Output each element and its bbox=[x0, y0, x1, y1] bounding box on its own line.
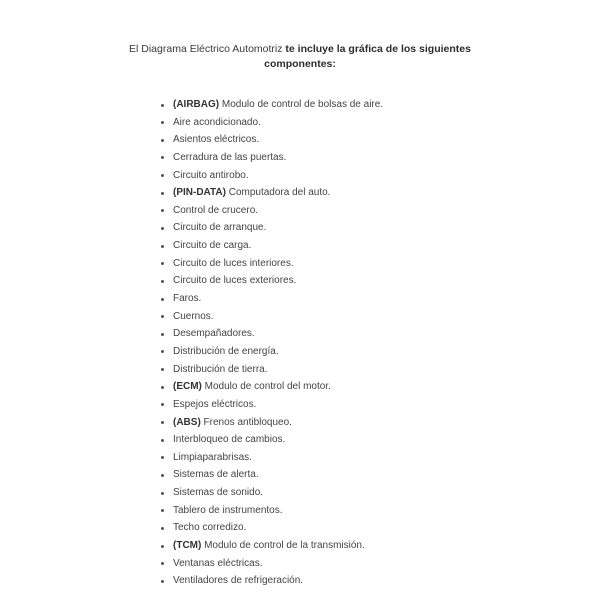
component-label: Ventiladores de refrigeración. bbox=[173, 575, 304, 587]
component-label: Circuito de luces exteriores. bbox=[173, 275, 297, 287]
list-item bbox=[158, 131, 383, 149]
bullet-icon bbox=[161, 139, 164, 142]
component-label: Desempañadores. bbox=[173, 328, 255, 340]
list-item bbox=[158, 114, 383, 132]
bullet-icon bbox=[161, 545, 164, 548]
list-item bbox=[158, 272, 383, 290]
component-label: Cerradura de las puertas. bbox=[173, 151, 287, 163]
component-code: (PIN-DATA) bbox=[173, 187, 226, 199]
component-code: (AIRBAG) bbox=[173, 99, 220, 110]
list-item bbox=[158, 219, 383, 237]
component-label: Sistemas de alerta. bbox=[173, 469, 259, 481]
list-item bbox=[158, 167, 383, 185]
bullet-icon bbox=[161, 227, 164, 230]
list-item bbox=[158, 343, 383, 361]
component-label: Circuito de luces interiores. bbox=[173, 257, 294, 269]
bullet-icon bbox=[161, 298, 164, 301]
component-label: Distribución de tierra. bbox=[173, 363, 268, 375]
list-item bbox=[158, 237, 383, 255]
bullet-icon bbox=[161, 509, 164, 512]
list-item bbox=[158, 325, 383, 343]
list-item bbox=[158, 184, 383, 202]
component-label: Circuito de carga. bbox=[173, 240, 252, 252]
list-item bbox=[158, 396, 383, 414]
bullet-icon bbox=[161, 245, 164, 248]
list-item bbox=[158, 290, 383, 308]
component-label: Espejos eléctricos. bbox=[173, 398, 257, 410]
list-item bbox=[158, 202, 383, 220]
bullet-icon bbox=[161, 492, 164, 495]
component-label: Faros. bbox=[173, 293, 202, 305]
bullet-icon bbox=[161, 439, 164, 442]
bullet-icon bbox=[161, 403, 164, 406]
component-label: Circuito antirobo. bbox=[173, 169, 249, 181]
bullet-icon bbox=[161, 386, 164, 389]
component-label: Cuernos. bbox=[173, 310, 214, 322]
bullet-icon bbox=[161, 174, 164, 177]
bullet-icon bbox=[161, 527, 164, 530]
list-item bbox=[158, 149, 383, 167]
bullet-icon bbox=[161, 209, 164, 212]
bullet-icon bbox=[161, 104, 164, 107]
component-label: Tablero de instrumentos. bbox=[173, 504, 283, 516]
list-item bbox=[158, 96, 383, 114]
component-label: Interbloqueo de cambios. bbox=[173, 434, 286, 446]
intro-normal-text: El Diagrama Eléctrico Automotriz bbox=[129, 43, 286, 55]
list-item bbox=[158, 572, 383, 590]
component-label: Circuito de arranque. bbox=[173, 222, 267, 234]
bullet-icon bbox=[161, 121, 164, 124]
component-label: Distribución de energía. bbox=[173, 345, 279, 357]
list-item bbox=[158, 414, 383, 432]
component-label: Asientos eléctricos. bbox=[173, 134, 260, 146]
component-code: (ABS) bbox=[173, 416, 201, 428]
list-item bbox=[158, 537, 383, 555]
bullet-icon bbox=[161, 192, 164, 195]
list-item bbox=[158, 255, 383, 273]
list-item bbox=[158, 466, 383, 484]
intro-bold-text: te incluye la gráfica de los siguientes componentes: bbox=[264, 43, 471, 70]
component-label: Sistemas de sonido. bbox=[173, 487, 264, 499]
component-label: Frenos antibloqueo. bbox=[200, 416, 292, 428]
component-label: Ventanas eléctricas. bbox=[173, 557, 263, 569]
component-label: Modulo de control de bolsas de aire. bbox=[219, 99, 384, 110]
component-code: (TCM) bbox=[173, 540, 202, 552]
bullet-icon bbox=[161, 315, 164, 318]
bullet-icon bbox=[161, 350, 164, 353]
bullet-icon bbox=[161, 580, 164, 583]
component-list bbox=[158, 96, 383, 590]
bullet-icon bbox=[161, 262, 164, 265]
list-item bbox=[158, 449, 383, 467]
bullet-icon bbox=[161, 474, 164, 477]
bullet-icon bbox=[161, 456, 164, 459]
component-label: Aire acondicionado. bbox=[173, 116, 261, 128]
bullet-icon bbox=[161, 280, 164, 283]
list-item bbox=[158, 378, 383, 396]
component-label: Control de crucero. bbox=[173, 204, 259, 216]
list-item bbox=[158, 502, 383, 520]
list-item bbox=[158, 484, 383, 502]
component-code: (ECM) bbox=[173, 381, 202, 393]
list-item bbox=[158, 308, 383, 326]
component-label: Computadora del auto. bbox=[225, 187, 331, 199]
bullet-icon bbox=[161, 562, 164, 565]
bullet-icon bbox=[161, 421, 164, 424]
bullet-icon bbox=[161, 333, 164, 336]
bullet-icon bbox=[161, 368, 164, 371]
list-item bbox=[158, 519, 383, 537]
list-item bbox=[158, 555, 383, 573]
list-item bbox=[158, 431, 383, 449]
component-label: Techo corredizo. bbox=[173, 522, 247, 534]
component-label: Limpiaparabrisas. bbox=[173, 451, 252, 463]
list-item bbox=[158, 361, 383, 379]
component-label: Modulo de control del motor. bbox=[201, 381, 331, 393]
intro-paragraph bbox=[110, 42, 490, 72]
component-label: Modulo de control de la transmisión. bbox=[201, 540, 365, 552]
bullet-icon bbox=[161, 156, 164, 159]
